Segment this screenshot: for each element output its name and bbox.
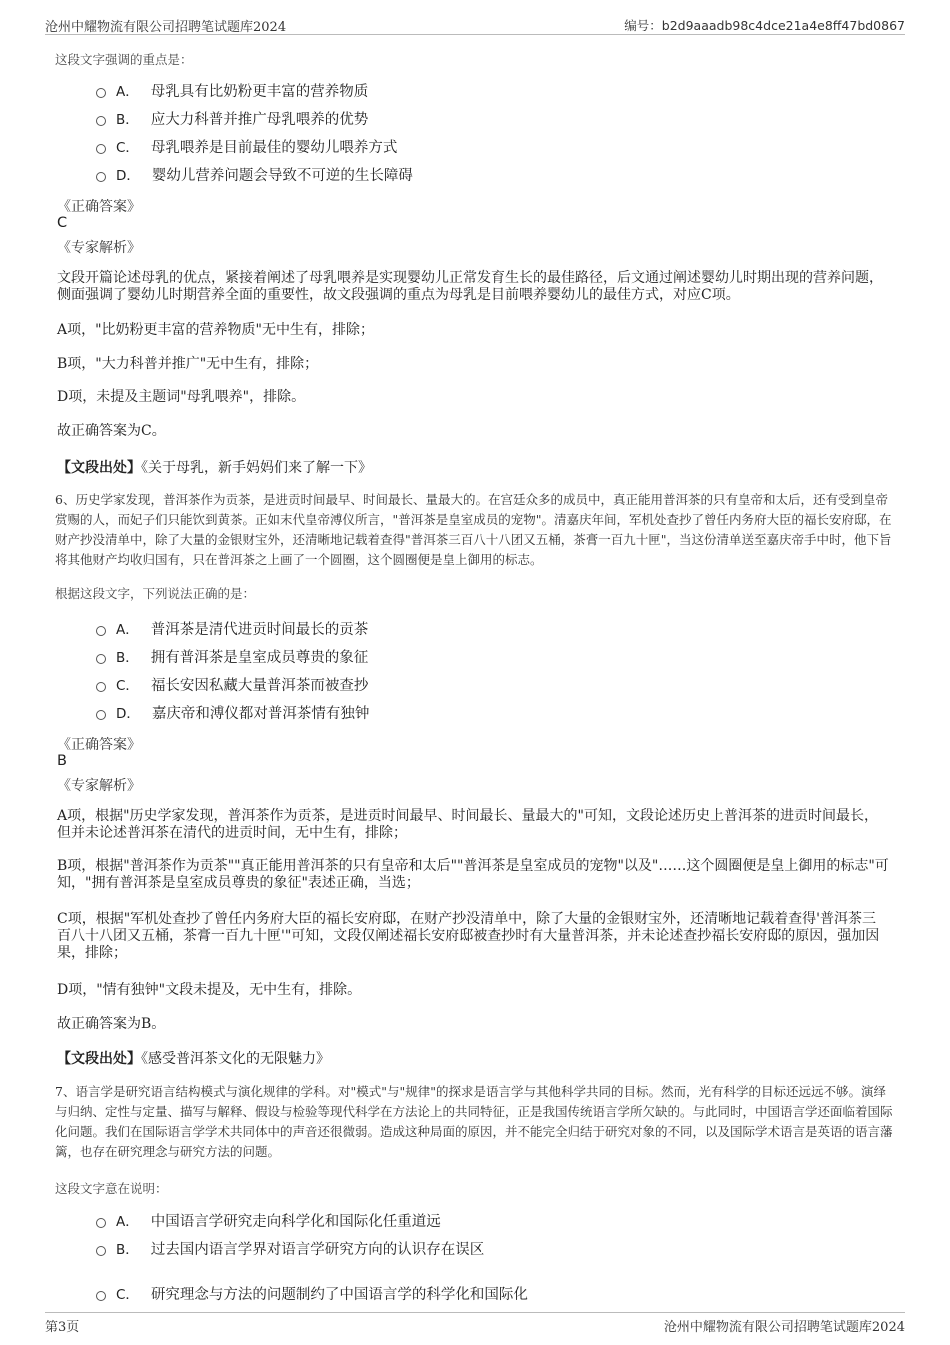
- q7-option-b[interactable]: B． 过去国内语言学界对语言学研究方向的认识存在误区: [96, 1239, 484, 1261]
- header-doc-id: 编号：b2d9aaadb98c4dce21a4e8ff47bd0867: [624, 18, 905, 33]
- q5-option-a[interactable]: A． 母乳具有比奶粉更丰富的营养物质: [96, 81, 368, 103]
- q6-answer: B: [57, 753, 67, 769]
- radio-icon[interactable]: [96, 116, 106, 126]
- q5-option-c[interactable]: C． 母乳喂养是目前最佳的婴幼儿喂养方式: [96, 137, 397, 159]
- q6-text: 6、历史学家发现，普洱茶作为贡茶，是进贡时间最早、时间最长、量最大的。在宫廷众多的成员中，真正能用普洱茶的只有皇帝和太后，还有受到皇帝赏赐的人，而妃子们只能饮到黄茶。正如末代皇帝溥仪所言，"普洱茶是皇室成员的宠物"。清嘉庆年间，军机处查抄了曾任内务府大臣的福长安府邸，在财产抄没清单中，除了大量的金银财宝外，还清晰地记载着查得"普洱茶三百八十八团又五桶，茶膏一百九十匣"，当这份清单送至嘉庆帝手中时，他下旨将其他财产均收归国有，只在普洱茶之上画了一个圆圈，这个圆圈便是皇上御用的标志。: [55, 492, 892, 567]
- source-title: 《感受普洱茶文化的无限魅力》: [141, 1051, 330, 1067]
- q6-analysis-label: 《专家解析》: [57, 778, 141, 794]
- q6-analysis-p2: B项，根据"普洱茶作为贡茶""真正能用普洱茶的只有皇帝和太后""普洱茶是皇室成员的宠物"以及"……这个圆圈便是皇上御用的标志"可知，"拥有普洱茶是皇室成员尊贵的象征"表述正确，当选；: [57, 858, 889, 891]
- q6-option-d[interactable]: D． 嘉庆帝和溥仪都对普洱茶情有独钟: [96, 703, 369, 725]
- q6-analysis-p5: 故正确答案为B。: [57, 1016, 166, 1032]
- q6-analysis-p4: D项，"情有独钟"文段未提及，无中生有，排除。: [57, 982, 362, 998]
- radio-icon[interactable]: [96, 654, 106, 664]
- page-number: 第3页: [45, 1320, 80, 1335]
- footer-title: 沧州中耀物流有限公司招聘笔试题库2024: [663, 1320, 905, 1335]
- radio-icon[interactable]: [96, 626, 106, 636]
- source-title: 《关于母乳，新手妈妈们来了解一下》: [141, 460, 372, 476]
- radio-icon[interactable]: [96, 1246, 106, 1256]
- q6-analysis-p1: A项，根据"历史学家发现，普洱茶作为贡茶，是进贡时间最早、时间最长、量最大的"可知，文段论述历史上普洱茶的进贡时间最长，但并未论述普洱茶在清代的进贡时间，无中生有，排除；: [57, 808, 878, 841]
- q5-answer: C: [57, 215, 68, 231]
- source-label: 【文段出处】: [57, 1051, 141, 1067]
- page-footer: [45, 1312, 905, 1335]
- radio-icon[interactable]: [96, 710, 106, 720]
- radio-icon[interactable]: [96, 1291, 106, 1301]
- q6-source: [57, 1048, 330, 1068]
- q5-analysis-p2: A项，"比奶粉更丰富的营养物质"无中生有，排除；: [57, 322, 374, 338]
- page-header: [45, 14, 905, 35]
- q6-answer-label: 《正确答案》: [57, 737, 141, 753]
- source-label: 【文段出处】: [57, 460, 141, 476]
- header-title: 沧州中耀物流有限公司招聘笔试题库2024: [45, 20, 287, 35]
- q5-analysis-p1: 文段开篇论述母乳的优点，紧接着阐述了母乳喂养是实现婴幼儿正常发育生长的最佳路径，后文通过阐述婴幼儿时期出现的营养问题，侧面强调了婴幼儿时期营养全面的重要性，故文段强调的重点为母乳是目前喂养婴幼儿的最佳方式，对应C项。: [57, 270, 883, 303]
- q6-analysis-p3: C项，根据"军机处查抄了曾任内务府大臣的福长安府邸，在财产抄没清单中，除了大量的金银财宝外，还清晰地记载着查得'普洱茶三百八十八团又五桶，茶膏一百九十匣'"可知，文段仅阐述福长安府邸被查抄时有大量普洱茶，并未论述查抄福长安府邸的原因，强加因果，排除；: [57, 911, 880, 961]
- q5-analysis-p5: 故正确答案为C。: [57, 423, 166, 439]
- q5-source: [57, 457, 372, 477]
- q6-prompt: 根据这段文字，下列说法正确的是：: [55, 586, 256, 601]
- radio-icon[interactable]: [96, 88, 106, 98]
- radio-icon[interactable]: [96, 172, 106, 182]
- q7-prompt: 这段文字意在说明：: [55, 1181, 168, 1196]
- q6-option-a[interactable]: A． 普洱茶是清代进贡时间最长的贡茶: [96, 619, 368, 641]
- q7-option-a[interactable]: A． 中国语言学研究走向科学化和国际化任重道远: [96, 1211, 441, 1233]
- radio-icon[interactable]: [96, 144, 106, 154]
- q5-answer-label: 《正确答案》: [57, 199, 141, 215]
- q5-prompt: 这段文字强调的重点是：: [55, 52, 193, 67]
- radio-icon[interactable]: [96, 1218, 106, 1228]
- q6-option-c[interactable]: C． 福长安因私藏大量普洱茶而被查抄: [96, 675, 368, 697]
- q7-text: 7、语言学是研究语言结构模式与演化规律的学科。对"模式"与"规律"的探求是语言学与其他科学共同的目标。然而，光有科学的目标还远远不够。演绎与归纳、定性与定量、描写与解释、假设与检验等现代科学在方法论上的共同特征，正是我国传统语言学所欠缺的。与此同时，中国语言学还面临着国际化问题。我们在国际语言学学术共同体中的声音还很微弱。造成这种局面的原因，并不能完全归结于研究对象的不同，以及国际学术语言是英语的语言藩篱，也存在研究理念与研究方法的问题。: [55, 1084, 893, 1159]
- radio-icon[interactable]: [96, 682, 106, 692]
- q5-option-b[interactable]: B． 应大力科普并推广母乳喂养的优势: [96, 109, 368, 131]
- q7-option-c[interactable]: C． 研究理念与方法的问题制约了中国语言学的科学化和国际化: [96, 1284, 528, 1306]
- q5-analysis-p4: D项，未提及主题词"母乳喂养"，排除。: [57, 389, 306, 405]
- q5-analysis-label: 《专家解析》: [57, 240, 141, 256]
- q6-option-b[interactable]: B． 拥有普洱茶是皇室成员尊贵的象征: [96, 647, 368, 669]
- q5-option-d[interactable]: D． 婴幼儿营养问题会导致不可逆的生长障碍: [96, 165, 413, 187]
- q5-analysis-p3: B项，"大力科普并推广"无中生有，排除；: [57, 356, 319, 372]
